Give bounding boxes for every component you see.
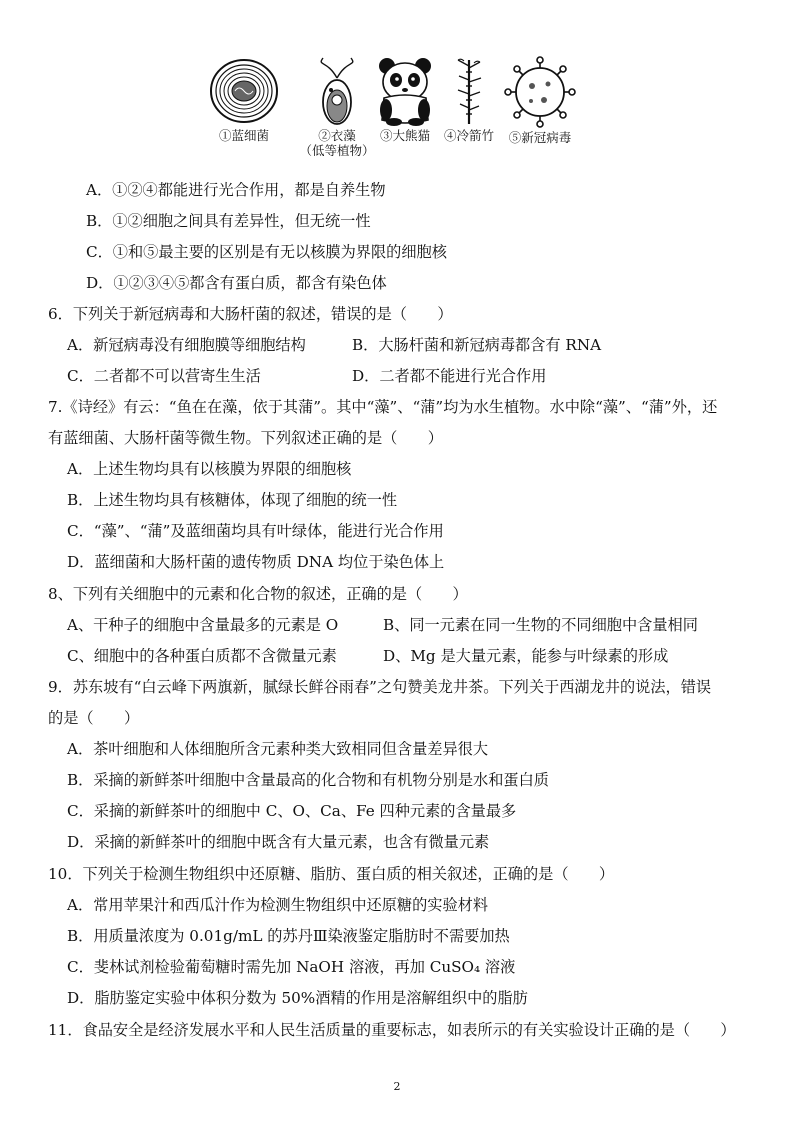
- figure-panda: [370, 56, 440, 143]
- q7-option-c: C．“藻”、“蒲”及蓝细菌均具有叶绿体，能进行光合作用: [67, 522, 444, 540]
- chlamydomonas-icon: [313, 56, 361, 126]
- q8-stem: 8、下列有关细胞中的元素和化合物的叙述，正确的是（ ）: [48, 585, 468, 603]
- figure-chlamydomonas: [297, 56, 377, 158]
- q5-option-a: A．①②④都能进行光合作用，都是自养生物: [86, 181, 386, 199]
- cyanobacteria-icon: [209, 56, 279, 126]
- q11-stem: 11．食品安全是经济发展水平和人民生活质量的重要标志，如表所示的有关实验设计正确的是（ ）: [48, 1021, 736, 1039]
- q5-option-c: C．①和⑤最主要的区别是有无以核膜为界限的细胞核: [86, 243, 447, 261]
- q9-option-c: C．采摘的新鲜茶叶的细胞中 C、O、Ca、Fe 四种元素的含量最多: [67, 802, 517, 820]
- q10-option-a: A．常用苹果汁和西瓜汁作为检测生物组织中还原糖的实验材料: [67, 896, 489, 914]
- figure-coronavirus: [500, 56, 580, 145]
- q6-option-b: B．大肠杆菌和新冠病毒都含有 RNA: [352, 336, 602, 354]
- q6-option-c: C．二者都不可以营寄生生活: [67, 367, 261, 385]
- q6-option-d: D．二者都不能进行光合作用: [352, 367, 547, 385]
- q9-option-b: B．采摘的新鲜茶叶细胞中含量最高的化合物和有机物分别是水和蛋白质: [67, 771, 549, 789]
- q8-option-b: B、同一元素在同一生物的不同细胞中含量相同: [383, 616, 698, 634]
- figure-label: ⑤新冠病毒: [508, 130, 572, 145]
- q9-stem-line1: 9．苏东坡有“白云峰下两旗新，腻绿长鲜谷雨春”之句赞美龙井茶。下列关于西湖龙井的说法，错误: [48, 678, 712, 696]
- q10-option-d: D．脂肪鉴定实验中体积分数为 50%酒精的作用是溶解组织中的脂肪: [67, 989, 528, 1007]
- page-number: 2: [393, 1080, 401, 1093]
- q7-option-a: A．上述生物均具有以核膜为界限的细胞核: [67, 460, 352, 478]
- q9-option-a: A．茶叶细胞和人体细胞所含元素种类大致相同但含量差异很大: [67, 740, 489, 758]
- figure-cyanobacteria: [208, 56, 280, 143]
- bamboo-icon: [454, 56, 484, 126]
- q5-option-d: D．①②③④⑤都含有蛋白质，都含有染色体: [86, 274, 387, 292]
- q5-option-b: B．①②细胞之间具有差异性，但无统一性: [86, 212, 371, 230]
- q7-stem-line1: 7.《诗经》有云：“鱼在在藻，依于其蒲”。其中“藻”、“蒲”均为水生植物。水中除“藻”、“蒲”外，还: [48, 398, 718, 416]
- panda-icon: [374, 56, 436, 126]
- q7-stem-line2: 有蓝细菌、大肠杆菌等微生物。下列叙述正确的是（ ）: [48, 429, 443, 447]
- q7-option-b: B．上述生物均具有核糖体，体现了细胞的统一性: [67, 491, 398, 509]
- q9-option-d: D．采摘的新鲜茶叶的细胞中既含有大量元素，也含有微量元素: [67, 833, 490, 851]
- q9-stem-line2: 的是（ ）: [48, 709, 140, 727]
- figure-row: [0, 56, 794, 164]
- q10-option-c: C．斐林试剂检验葡萄糖时需先加 NaOH 溶液，再加 CuSO₄ 溶液: [67, 958, 516, 976]
- q10-stem: 10．下列关于检测生物组织中还原糖、脂肪、蛋白质的相关叙述，正确的是（ ）: [48, 865, 615, 883]
- q10-option-b: B．用质量浓度为 0.01g/mL 的苏丹Ⅲ染液鉴定脂肪时不需要加热: [67, 927, 510, 945]
- figure-label: ②衣藻: [318, 128, 356, 143]
- q6-stem: 6．下列关于新冠病毒和大肠杆菌的叙述，错误的是（ ）: [48, 305, 453, 323]
- figure-label: ③大熊猫: [379, 128, 430, 143]
- q7-option-d: D．蓝细菌和大肠杆菌的遗传物质 DNA 均位于染色体上: [67, 553, 445, 571]
- coronavirus-icon: [504, 56, 576, 128]
- figure-label: ④冷箭竹: [443, 128, 494, 143]
- q6-option-a: A．新冠病毒没有细胞膜等细胞结构: [67, 336, 306, 354]
- q8-option-c: C、细胞中的各种蛋白质都不含微量元素: [67, 647, 337, 665]
- q8-option-d: D、Mg 是大量元素，能参与叶绿素的形成: [383, 647, 669, 665]
- figure-label: ①蓝细菌: [218, 128, 269, 143]
- figure-sublabel: （低等植物）: [299, 143, 375, 158]
- q8-option-a: A、干种子的细胞中含量最多的元素是 O: [67, 616, 339, 634]
- figure-bamboo: [443, 56, 495, 143]
